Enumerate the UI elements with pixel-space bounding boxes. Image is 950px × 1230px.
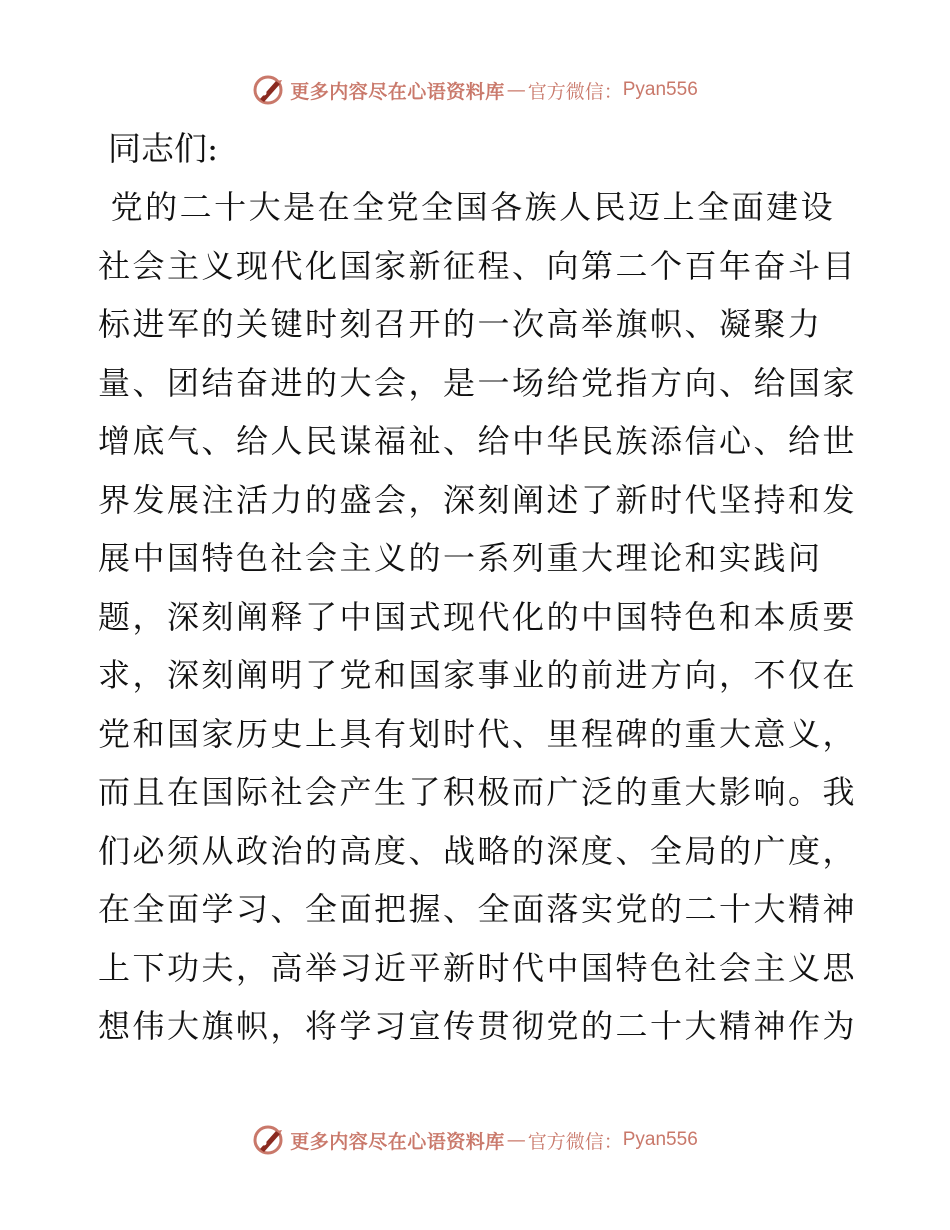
document-body — [98, 122, 858, 1056]
footer-banner — [0, 1120, 950, 1160]
header-separator: — — [506, 79, 526, 101]
header-wechat-label: 官方微信： — [527, 80, 623, 103]
body-paragraph — [98, 178, 858, 1056]
footer-separator: — — [506, 1129, 526, 1151]
text-line: 增底气、给人民谋福祉、给中华民族添信心、给世 — [98, 422, 858, 460]
text-line: 上下功夫，高举习近平新时代中国特色社会主义思 — [98, 948, 858, 987]
footer-wechat-id: Pyan556 — [622, 1129, 698, 1150]
salutation: 同志们: — [108, 129, 219, 168]
footer-wechat-label: 官方微信： — [527, 1130, 623, 1153]
pen-circle-logo-icon — [252, 1123, 286, 1157]
text-line: 量、团结奋进的大会，是一场给党指方向、给国家 — [98, 363, 858, 402]
text-line: 展中国特色社会主义的一系列重大理论和实践问 — [98, 539, 823, 577]
header-banner — [0, 70, 950, 110]
text-line: 党的二十大是在全党全国各族人民迈上全面建设 — [98, 188, 836, 226]
pen-circle-logo-icon — [252, 73, 286, 107]
header-wechat-id: Pyan556 — [622, 79, 698, 100]
text-line: 题，深刻阐释了中国式现代化的中国特色和本质要 — [98, 597, 858, 636]
header-brand-text: 更多内容尽在心语资料库 — [290, 80, 505, 103]
footer-brand-text: 更多内容尽在心语资料库 — [290, 1130, 505, 1153]
text-line: 标进军的关键时刻召开的一次高举旗帜、凝聚力 — [98, 305, 823, 343]
text-line: 社会主义现代化国家新征程、向第二个百年奋斗目 — [98, 246, 858, 285]
text-line: 求，深刻阐明了党和国家事业的前进方向，不仅在 — [98, 656, 858, 694]
text-line: 们必须从政治的高度、战略的深度、全局的广度， — [98, 831, 858, 870]
text-line: 党和国家历史上具有划时代、里程碑的重大意义， — [98, 714, 858, 753]
text-line: 在全面学习、全面把握、全面落实党的二十大精神 — [98, 890, 858, 928]
text-line: 想伟大旗帜，将学习宣传贯彻党的二十大精神作为 — [98, 1007, 858, 1045]
text-line: 而且在国际社会产生了积极而广泛的重大影响。我 — [98, 773, 858, 811]
text-line: 界发展注活力的盛会，深刻阐述了新时代坚持和发 — [98, 480, 858, 519]
